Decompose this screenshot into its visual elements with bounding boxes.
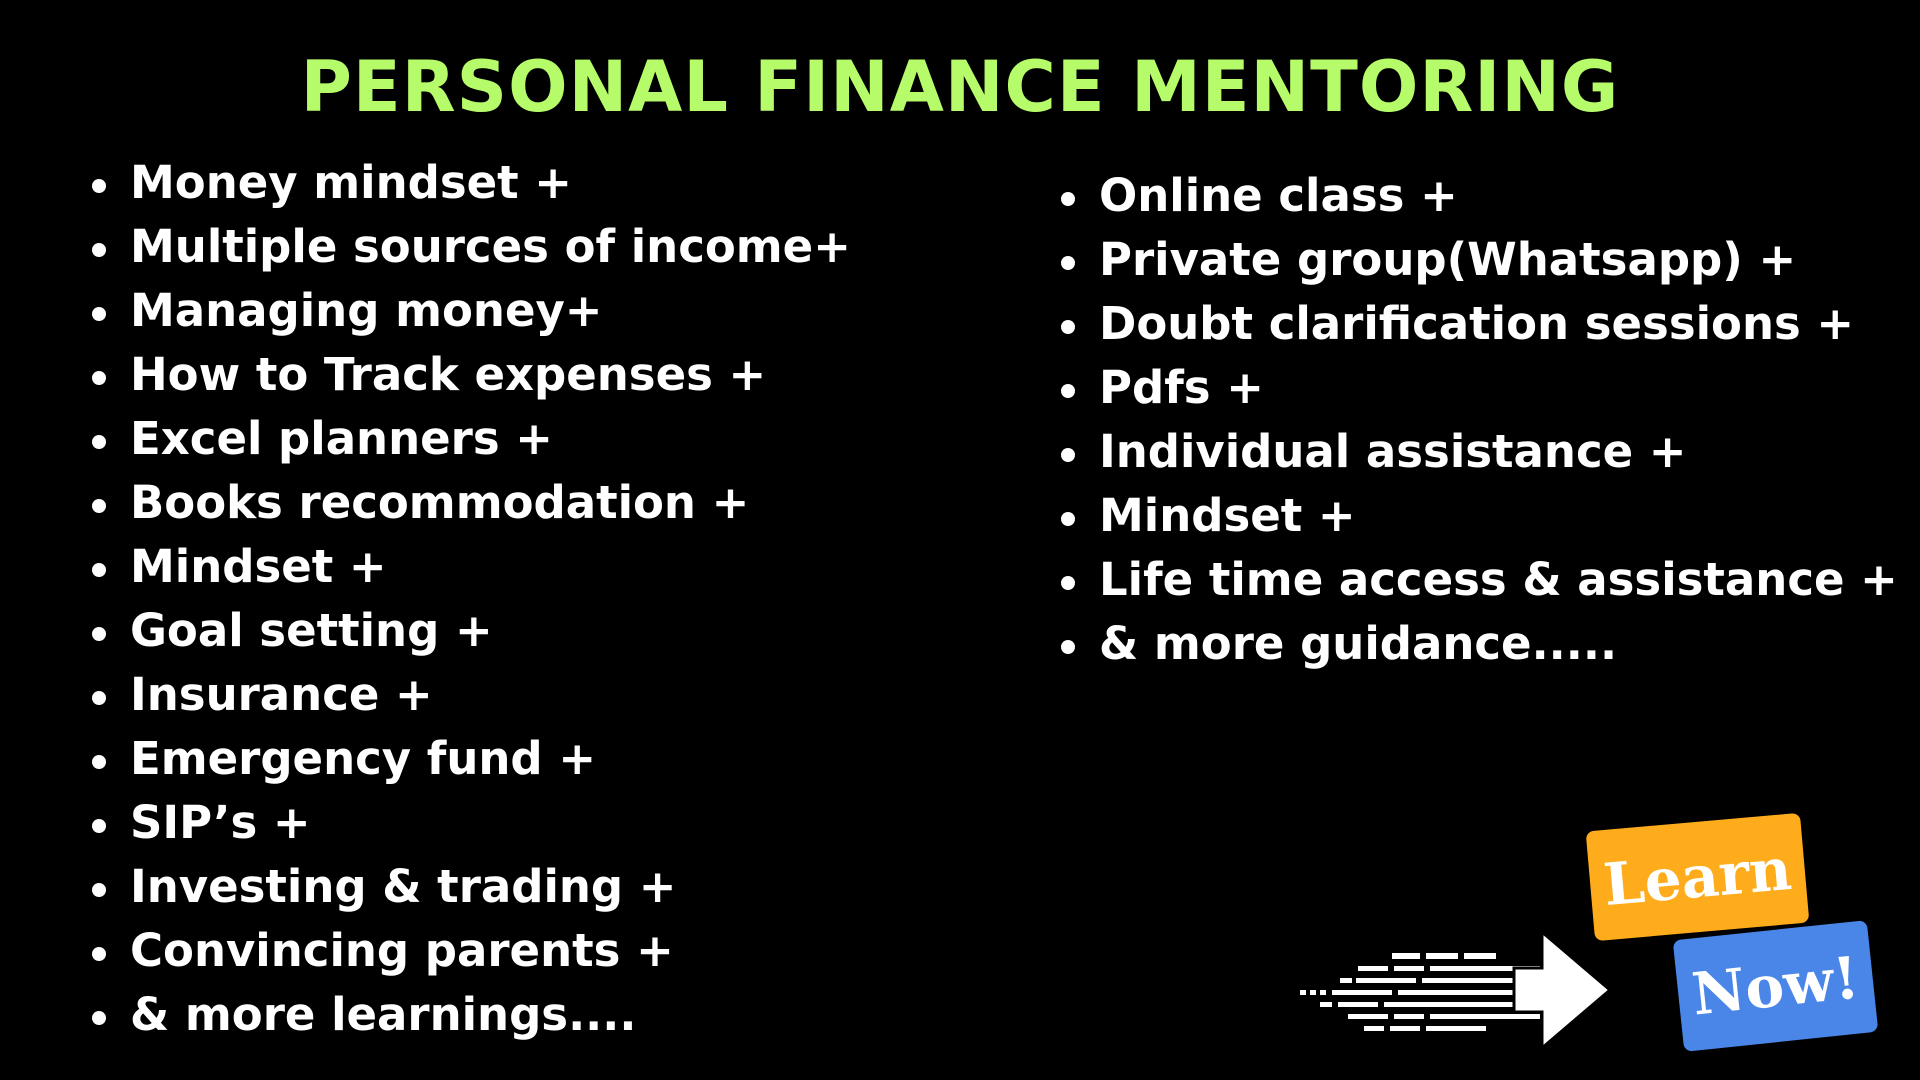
list-item: & more guidance..... — [1061, 612, 1898, 676]
list-item: Mindset + — [92, 535, 851, 599]
list-item: How to Track expenses + — [92, 343, 851, 407]
list-item: Doubt clarification sessions + — [1061, 292, 1898, 356]
list-item: Goal setting + — [92, 599, 851, 663]
list-item: Money mindset + — [92, 151, 851, 215]
list-item: Convincing parents + — [92, 919, 851, 983]
list-item: Multiple sources of income+ — [92, 215, 851, 279]
list-item: Managing money+ — [92, 279, 851, 343]
list-item: SIP’s + — [92, 791, 851, 855]
list-item: Books recommodation + — [92, 471, 851, 535]
list-item: Individual assistance + — [1061, 420, 1898, 484]
list-item: Online class + — [1061, 164, 1898, 228]
right-feature-list — [1061, 164, 1898, 676]
list-item: & more learnings.... — [92, 983, 851, 1047]
list-item: Mindset + — [1061, 484, 1898, 548]
list-item: Life time access & assistance + — [1061, 548, 1898, 612]
list-item: Emergency fund + — [92, 727, 851, 791]
list-item: Excel planners + — [92, 407, 851, 471]
list-item: Insurance + — [92, 663, 851, 727]
learn-badge[interactable]: Learn — [1586, 813, 1810, 941]
list-item: Pdfs + — [1061, 356, 1898, 420]
page-title: PERSONAL FINANCE MENTORING — [300, 46, 1620, 128]
learn-now-cta[interactable] — [1300, 800, 1900, 1060]
list-item: Investing & trading + — [92, 855, 851, 919]
left-feature-list — [92, 151, 851, 1047]
now-badge[interactable]: Now! — [1673, 920, 1879, 1052]
speed-arrow-icon — [1300, 920, 1620, 1050]
list-item: Private group(Whatsapp) + — [1061, 228, 1898, 292]
